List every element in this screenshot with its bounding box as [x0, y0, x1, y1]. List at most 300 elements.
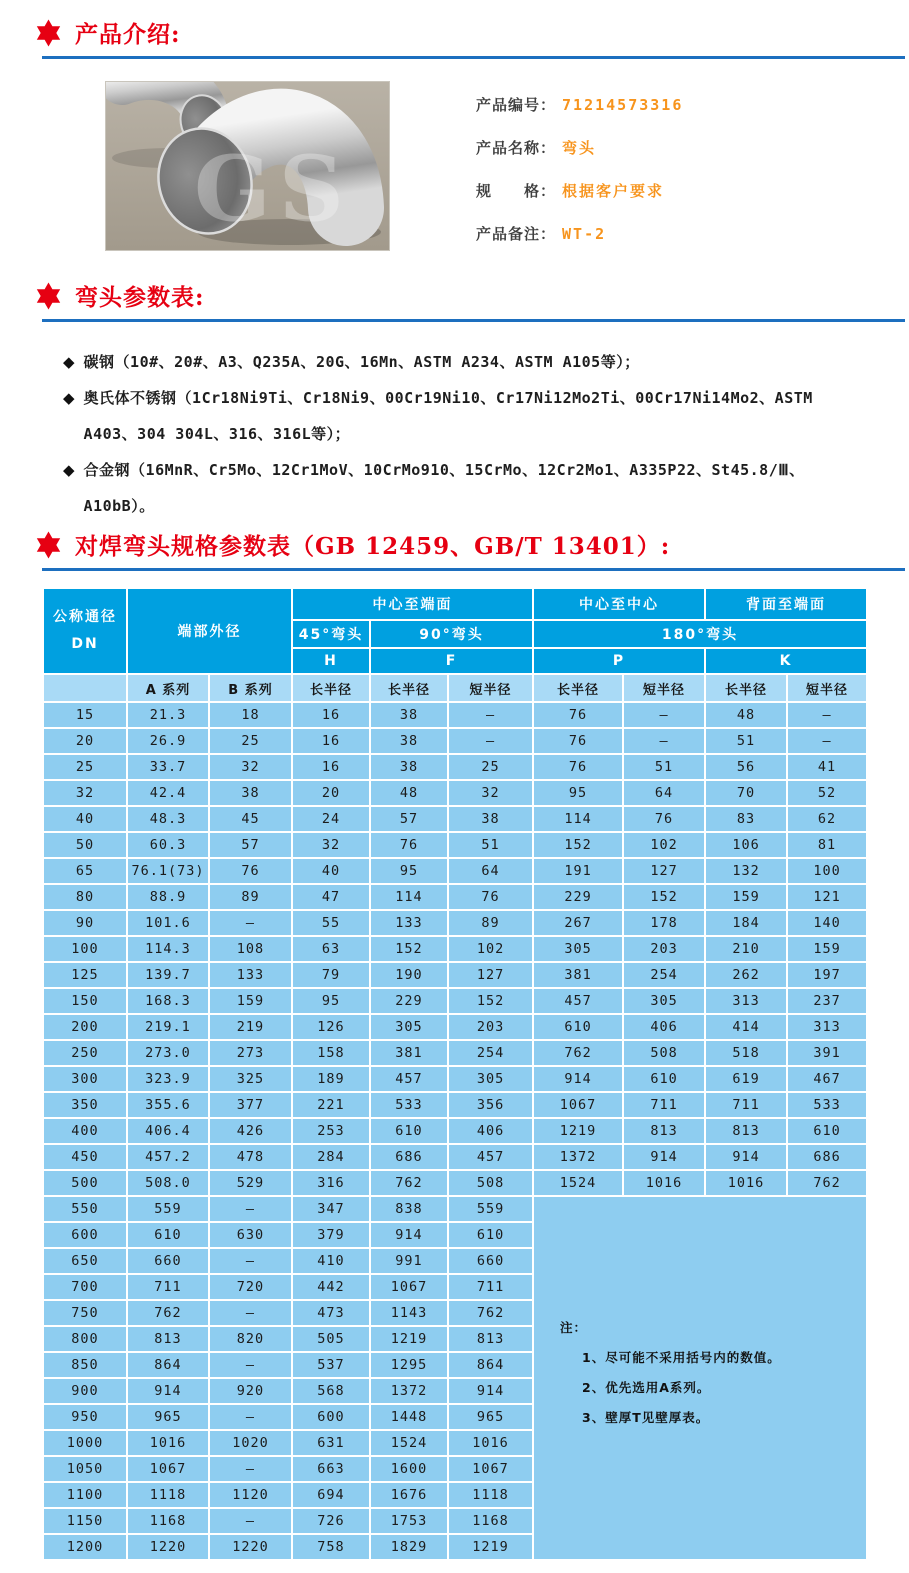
value-cell: 106	[706, 833, 786, 857]
value-cell: 377	[210, 1093, 291, 1117]
value-cell: 254	[624, 963, 704, 987]
value-cell: 159	[706, 885, 786, 909]
value-cell: 133	[371, 911, 447, 935]
value-cell: 38	[371, 729, 447, 753]
value-cell: 313	[788, 1015, 866, 1039]
value-cell: 158	[293, 1041, 369, 1065]
value-cell: 32	[210, 755, 291, 779]
value-cell: 1016	[706, 1171, 786, 1195]
value-cell: 965	[449, 1405, 532, 1429]
value-cell: 76	[624, 807, 704, 831]
value-cell: 76	[371, 833, 447, 857]
value-cell: 457	[534, 989, 622, 1013]
dn-cell: 800	[44, 1327, 126, 1351]
value-cell: 63	[293, 937, 369, 961]
value-cell: 51	[624, 755, 704, 779]
value-cell: 1219	[449, 1535, 532, 1559]
value-cell: 219.1	[128, 1015, 208, 1039]
value-cell: 457	[449, 1145, 532, 1169]
value-cell: 1168	[449, 1509, 532, 1533]
value-cell: 100	[788, 859, 866, 883]
value-cell: 203	[449, 1015, 532, 1039]
value-cell: 414	[706, 1015, 786, 1039]
subheader-short-radius: 短半径	[449, 675, 532, 701]
value-cell: 102	[449, 937, 532, 961]
value-cell: 457	[371, 1067, 447, 1091]
value-cell: 473	[293, 1301, 369, 1325]
value-cell: 758	[293, 1535, 369, 1559]
value-cell: —	[624, 729, 704, 753]
spec-table	[42, 587, 868, 1561]
header-elbow-180: 180°弯头	[534, 621, 866, 647]
value-cell: 64	[449, 859, 532, 883]
value-cell: 559	[128, 1197, 208, 1221]
params-title: 弯头参数表:	[75, 284, 205, 311]
value-cell: 48.3	[128, 807, 208, 831]
dn-cell: 400	[44, 1119, 126, 1143]
value-cell: 1372	[371, 1379, 447, 1403]
subheader-long-radius: 长半径	[706, 675, 786, 701]
value-cell: 762	[788, 1171, 866, 1195]
value-cell: —	[210, 1457, 291, 1481]
value-cell: 89	[210, 885, 291, 909]
intro-title: 产品介绍:	[75, 21, 181, 48]
field-label: 产品备注：	[476, 225, 557, 243]
value-cell: 284	[293, 1145, 369, 1169]
value-cell: 457.2	[128, 1145, 208, 1169]
value-cell: 325	[210, 1067, 291, 1091]
value-cell: —	[210, 1301, 291, 1325]
material-item-carbon-steel	[63, 344, 875, 380]
value-cell: 1120	[210, 1483, 291, 1507]
value-cell: 381	[534, 963, 622, 987]
value-cell: 508	[624, 1041, 704, 1065]
table-row	[44, 833, 866, 857]
product-image[interactable]	[105, 81, 390, 251]
dn-cell: 80	[44, 885, 126, 909]
value-cell: 40	[293, 859, 369, 883]
value-cell: 38	[210, 781, 291, 805]
dn-cell: 50	[44, 833, 126, 857]
value-cell: 127	[449, 963, 532, 987]
value-cell: 114.3	[128, 937, 208, 961]
value-cell: 813	[449, 1327, 532, 1351]
value-cell: 127	[624, 859, 704, 883]
dn-cell: 125	[44, 963, 126, 987]
value-cell: 25	[210, 729, 291, 753]
table-row	[44, 807, 866, 831]
divider-line	[42, 56, 905, 59]
value-cell: 762	[449, 1301, 532, 1325]
product-fields	[476, 81, 683, 255]
value-cell: 42.4	[128, 781, 208, 805]
value-cell: 38	[371, 755, 447, 779]
header-dn-unit: DN	[71, 636, 99, 652]
value-cell: 273.0	[128, 1041, 208, 1065]
value-cell: 323.9	[128, 1067, 208, 1091]
header-h: H	[293, 649, 369, 673]
value-cell: 711	[449, 1275, 532, 1299]
value-cell: 79	[293, 963, 369, 987]
value-cell: 1676	[371, 1483, 447, 1507]
value-cell: 168.3	[128, 989, 208, 1013]
value-cell: 184	[706, 911, 786, 935]
value-cell: 178	[624, 911, 704, 935]
star-icon	[35, 281, 62, 311]
product-field-name	[476, 126, 683, 169]
header-back-to-end: 背面至端面	[706, 589, 866, 619]
value-cell: 32	[449, 781, 532, 805]
value-cell: 1067	[371, 1275, 447, 1299]
table-row	[44, 1015, 866, 1039]
value-cell: 533	[788, 1093, 866, 1117]
value-cell: 356	[449, 1093, 532, 1117]
value-cell: 610	[624, 1067, 704, 1091]
note-title: 注：	[560, 1320, 588, 1335]
value-cell: 70	[706, 781, 786, 805]
dn-cell: 600	[44, 1223, 126, 1247]
section-header-intro	[35, 16, 909, 49]
header-p: P	[534, 649, 704, 673]
subheader-series-b: B 系列	[210, 675, 291, 701]
product-section	[105, 81, 909, 255]
value-cell: 114	[371, 885, 447, 909]
value-cell: 121	[788, 885, 866, 909]
dn-cell: 450	[44, 1145, 126, 1169]
value-cell: 95	[293, 989, 369, 1013]
dn-cell: 550	[44, 1197, 126, 1221]
header-elbow-90: 90°弯头	[371, 621, 532, 647]
value-cell: 45	[210, 807, 291, 831]
value-cell: 1016	[128, 1431, 208, 1455]
value-cell: 568	[293, 1379, 369, 1403]
value-cell: 24	[293, 807, 369, 831]
value-cell: 253	[293, 1119, 369, 1143]
value-cell: —	[624, 703, 704, 727]
table-row	[44, 937, 866, 961]
value-cell: 391	[788, 1041, 866, 1065]
value-cell: 159	[210, 989, 291, 1013]
subheader-long-radius: 长半径	[293, 675, 369, 701]
value-cell: 210	[706, 937, 786, 961]
value-cell: 47	[293, 885, 369, 909]
table-row	[44, 1171, 866, 1195]
dn-cell: 40	[44, 807, 126, 831]
value-cell: 16	[293, 703, 369, 727]
note-line: 3、壁厚T见壁厚表。	[582, 1410, 710, 1425]
value-cell: 1020	[210, 1431, 291, 1455]
dn-cell: 90	[44, 911, 126, 935]
header-center-to-center: 中心至中心	[534, 589, 704, 619]
value-cell: 32	[293, 833, 369, 857]
table-row	[44, 1067, 866, 1091]
table-row	[44, 1119, 866, 1143]
value-cell: 16	[293, 755, 369, 779]
table-note-cell	[534, 1197, 866, 1559]
value-cell: 62	[788, 807, 866, 831]
value-cell: 478	[210, 1145, 291, 1169]
value-cell: 610	[128, 1223, 208, 1247]
value-cell: —	[449, 729, 532, 753]
value-cell: 95	[534, 781, 622, 805]
dn-cell: 1100	[44, 1483, 126, 1507]
value-cell: 55	[293, 911, 369, 935]
value-cell: 1600	[371, 1457, 447, 1481]
value-cell: 631	[293, 1431, 369, 1455]
value-cell: 864	[128, 1353, 208, 1377]
value-cell: 529	[210, 1171, 291, 1195]
value-cell: 254	[449, 1041, 532, 1065]
value-cell: 1067	[534, 1093, 622, 1117]
dn-cell: 350	[44, 1093, 126, 1117]
value-cell: 838	[371, 1197, 447, 1221]
material-text: 碳钢（10#、20#、A3、Q235A、20G、16Mn、ASTM A234、ASTM A105等）；	[83, 353, 640, 371]
value-cell: 76	[534, 755, 622, 779]
value-cell: 914	[624, 1145, 704, 1169]
diamond-bullet-icon: ◆	[63, 389, 75, 407]
field-value: 弯头	[562, 139, 597, 157]
product-field-spec	[476, 169, 683, 212]
value-cell: 57	[210, 833, 291, 857]
value-cell: 406	[449, 1119, 532, 1143]
note-line: 2、优先选用A系列。	[582, 1380, 711, 1395]
material-text: 奥氏体不锈钢（1Cr18Ni9Ti、Cr18Ni9、00Cr19Ni10、Cr17Ni12Mo2Ti、00Cr17Ni14Mo2、ASTM A403、304 304L、316、316L等）；	[83, 389, 813, 443]
header-dn-label: 公称通径	[53, 609, 117, 626]
dn-cell: 15	[44, 703, 126, 727]
product-field-code	[476, 83, 683, 126]
value-cell: 57	[371, 807, 447, 831]
value-cell: 152	[534, 833, 622, 857]
value-cell: 316	[293, 1171, 369, 1195]
value-cell: 305	[449, 1067, 532, 1091]
value-cell: 191	[534, 859, 622, 883]
table-row	[44, 885, 866, 909]
star-icon	[35, 18, 62, 48]
value-cell: 16	[293, 729, 369, 753]
value-cell: 38	[449, 807, 532, 831]
section-header-params	[35, 279, 909, 312]
value-cell: 1372	[534, 1145, 622, 1169]
dn-cell: 65	[44, 859, 126, 883]
value-cell: 381	[371, 1041, 447, 1065]
value-cell: 914	[128, 1379, 208, 1403]
value-cell: 76	[534, 729, 622, 753]
value-cell: 1753	[371, 1509, 447, 1533]
value-cell: 26.9	[128, 729, 208, 753]
value-cell: 1524	[371, 1431, 447, 1455]
value-cell: 1220	[128, 1535, 208, 1559]
table-row	[44, 755, 866, 779]
value-cell: 914	[706, 1145, 786, 1169]
dn-cell: 650	[44, 1249, 126, 1273]
field-label: 产品编号：	[476, 96, 557, 114]
value-cell: 660	[128, 1249, 208, 1273]
value-cell: 347	[293, 1197, 369, 1221]
table-row	[44, 963, 866, 987]
dn-cell: 850	[44, 1353, 126, 1377]
value-cell: 559	[449, 1197, 532, 1221]
dn-cell: 950	[44, 1405, 126, 1429]
value-cell: 64	[624, 781, 704, 805]
value-cell: 533	[371, 1093, 447, 1117]
image-watermark: GS	[194, 136, 352, 242]
value-cell: 630	[210, 1223, 291, 1247]
spec-table-body	[44, 703, 866, 1559]
dn-cell: 1000	[44, 1431, 126, 1455]
diamond-bullet-icon: ◆	[63, 461, 75, 479]
value-cell: 262	[706, 963, 786, 987]
value-cell: 95	[371, 859, 447, 883]
value-cell: 101.6	[128, 911, 208, 935]
value-cell: 508	[449, 1171, 532, 1195]
value-cell: 1220	[210, 1535, 291, 1559]
value-cell: 88.9	[128, 885, 208, 909]
value-cell: 726	[293, 1509, 369, 1533]
value-cell: 537	[293, 1353, 369, 1377]
dn-cell: 200	[44, 1015, 126, 1039]
dn-cell: 100	[44, 937, 126, 961]
value-cell: 38	[371, 703, 447, 727]
value-cell: 518	[706, 1041, 786, 1065]
value-cell: 41	[788, 755, 866, 779]
table-row	[44, 729, 866, 753]
value-cell: 1295	[371, 1353, 447, 1377]
value-cell: 159	[788, 937, 866, 961]
value-cell: 610	[371, 1119, 447, 1143]
divider-line	[42, 319, 905, 322]
value-cell: 991	[371, 1249, 447, 1273]
value-cell: —	[210, 1197, 291, 1221]
value-cell: 711	[128, 1275, 208, 1299]
value-cell: 914	[371, 1223, 447, 1247]
value-cell: 221	[293, 1093, 369, 1117]
value-cell: 600	[293, 1405, 369, 1429]
value-cell: 133	[210, 963, 291, 987]
value-cell: 914	[449, 1379, 532, 1403]
table-row	[44, 703, 866, 727]
value-cell: 864	[449, 1353, 532, 1377]
value-cell: 711	[706, 1093, 786, 1117]
value-cell: 610	[449, 1223, 532, 1247]
value-cell: 126	[293, 1015, 369, 1039]
value-cell: 813	[128, 1327, 208, 1351]
dn-cell: 25	[44, 755, 126, 779]
dn-cell: 250	[44, 1041, 126, 1065]
field-value: 根据客户要求	[562, 182, 665, 200]
dn-cell: 150	[44, 989, 126, 1013]
value-cell: 83	[706, 807, 786, 831]
value-cell: —	[210, 1509, 291, 1533]
value-cell: 48	[706, 703, 786, 727]
value-cell: 273	[210, 1041, 291, 1065]
value-cell: 114	[534, 807, 622, 831]
value-cell: 1524	[534, 1171, 622, 1195]
value-cell: 1118	[449, 1483, 532, 1507]
value-cell: 610	[788, 1119, 866, 1143]
value-cell: 76	[449, 885, 532, 909]
value-cell: 81	[788, 833, 866, 857]
value-cell: 355.6	[128, 1093, 208, 1117]
value-cell: 619	[706, 1067, 786, 1091]
value-cell: —	[210, 911, 291, 935]
value-cell: 189	[293, 1067, 369, 1091]
value-cell: 1016	[449, 1431, 532, 1455]
value-cell: —	[210, 1353, 291, 1377]
value-cell: 60.3	[128, 833, 208, 857]
value-cell: —	[210, 1405, 291, 1429]
subheader-series-a: A 系列	[128, 675, 208, 701]
value-cell: —	[449, 703, 532, 727]
value-cell: 965	[128, 1405, 208, 1429]
value-cell: 920	[210, 1379, 291, 1403]
value-cell: 1016	[624, 1171, 704, 1195]
dn-cell: 1150	[44, 1509, 126, 1533]
header-elbow-45: 45°弯头	[293, 621, 369, 647]
header-dn	[44, 589, 126, 673]
material-item-alloy-steel	[63, 452, 875, 524]
field-value: 71214573316	[562, 95, 684, 114]
table-row	[44, 911, 866, 935]
value-cell: 610	[534, 1015, 622, 1039]
value-cell: 20	[293, 781, 369, 805]
field-label: 产品名称：	[476, 139, 557, 157]
value-cell: 140	[788, 911, 866, 935]
value-cell: 51	[706, 729, 786, 753]
value-cell: 663	[293, 1457, 369, 1481]
value-cell: 711	[624, 1093, 704, 1117]
table-subheader-row	[44, 675, 866, 701]
header-center-to-end: 中心至端面	[293, 589, 532, 619]
header-k: K	[706, 649, 866, 673]
value-cell: 52	[788, 781, 866, 805]
value-cell: 379	[293, 1223, 369, 1247]
value-cell: 505	[293, 1327, 369, 1351]
value-cell: 152	[624, 885, 704, 909]
value-cell: 762	[128, 1301, 208, 1325]
value-cell: 229	[534, 885, 622, 909]
dn-cell: 300	[44, 1067, 126, 1091]
diamond-bullet-icon: ◆	[63, 353, 75, 371]
value-cell: 76	[210, 859, 291, 883]
value-cell: 313	[706, 989, 786, 1013]
value-cell: —	[210, 1249, 291, 1273]
value-cell: 76	[534, 703, 622, 727]
value-cell: 56	[706, 755, 786, 779]
value-cell: 694	[293, 1483, 369, 1507]
value-cell: 1829	[371, 1535, 447, 1559]
dn-cell: 1050	[44, 1457, 126, 1481]
value-cell: 152	[371, 937, 447, 961]
value-cell: 18	[210, 703, 291, 727]
value-cell: 267	[534, 911, 622, 935]
value-cell: 410	[293, 1249, 369, 1273]
table-row	[44, 989, 866, 1013]
spec-table-title: 对焊弯头规格参数表（GB 12459、GB/T 13401）:	[75, 533, 671, 560]
value-cell: 467	[788, 1067, 866, 1091]
value-cell: 1219	[534, 1119, 622, 1143]
value-cell: 686	[788, 1145, 866, 1169]
value-cell: 305	[371, 1015, 447, 1039]
value-cell: 720	[210, 1275, 291, 1299]
header-f: F	[371, 649, 532, 673]
table-row	[44, 781, 866, 805]
value-cell: 108	[210, 937, 291, 961]
product-field-remark	[476, 212, 683, 255]
dn-cell: 750	[44, 1301, 126, 1325]
subheader-empty-cell	[44, 675, 126, 701]
dn-cell: 900	[44, 1379, 126, 1403]
value-cell: 102	[624, 833, 704, 857]
